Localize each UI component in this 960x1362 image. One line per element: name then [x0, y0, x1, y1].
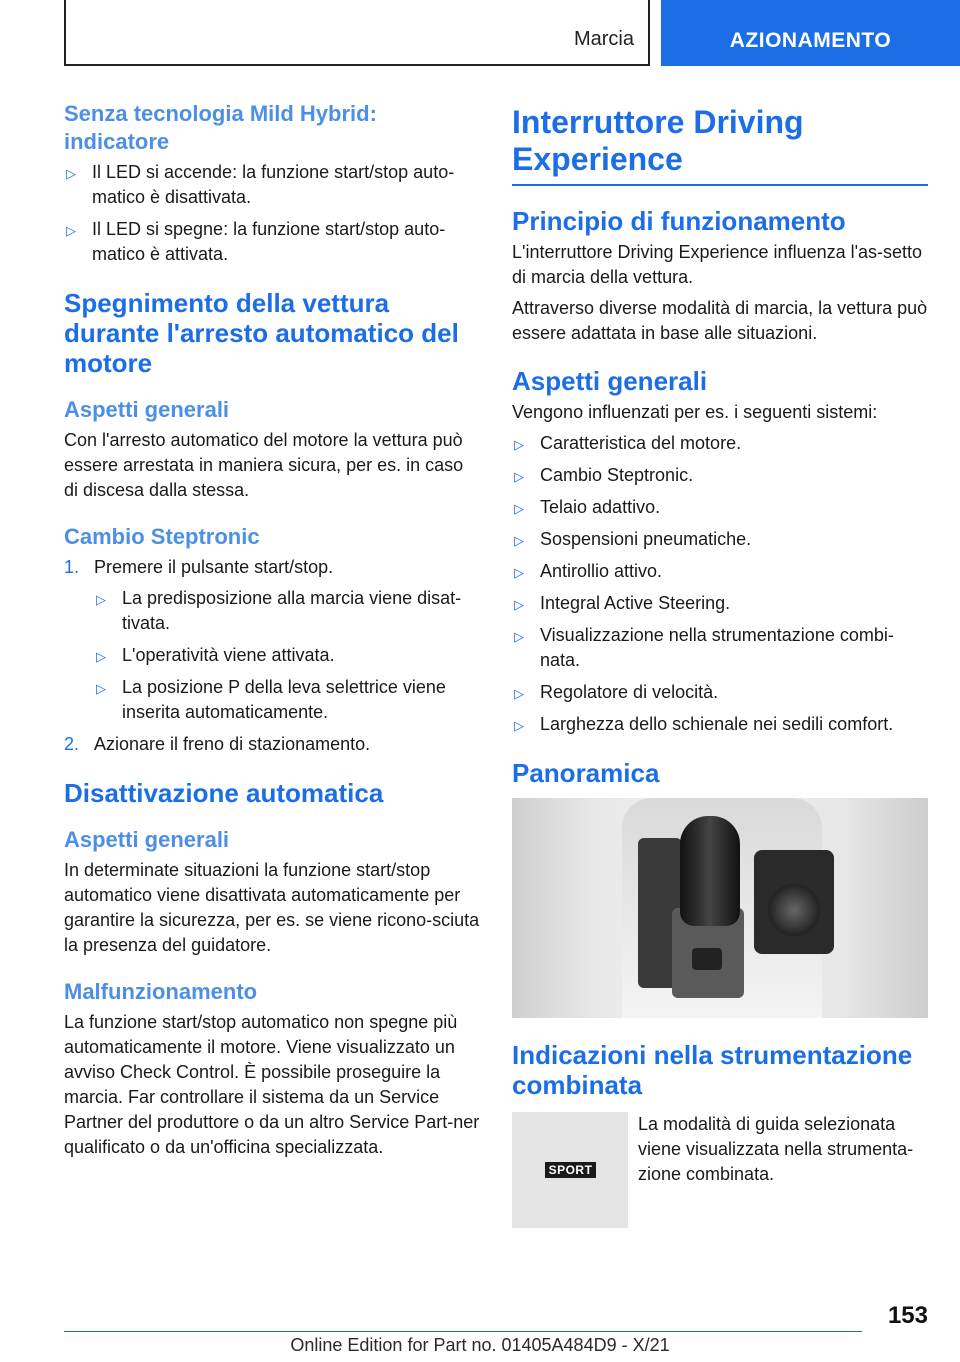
triangle-bullet-icon: ▷ [514, 501, 524, 516]
step-text: Premere il pulsante start/stop. [94, 557, 334, 577]
center-console-photo [512, 798, 928, 1018]
footer-divider [64, 1331, 862, 1332]
list-item: ▷ Il LED si accende: la funzione start/stop auto-matico è disattivata. [66, 162, 455, 207]
triangle-bullet-icon: ▷ [514, 686, 524, 701]
triangle-bullet-icon: ▷ [514, 533, 524, 548]
triangle-bullet-icon: ▷ [66, 166, 76, 181]
step-item [64, 555, 480, 725]
list-item: ▷ L'operatività viene attivata. [94, 643, 480, 668]
overview-heading: Panoramica [512, 758, 660, 788]
header-chapter-title: AZIONAMENTO [729, 29, 892, 52]
list-item: ▷ La predisposizione alla marcia viene disat-tivata. [96, 588, 462, 633]
list-item: ▷ Caratteristica del motore. [512, 431, 928, 456]
triangle-bullet-icon: ▷ [514, 437, 524, 452]
triangle-bullet-icon: ▷ [514, 718, 524, 733]
auto-off-general-heading: Aspetti generali [64, 827, 230, 852]
step-item [64, 732, 480, 757]
step1-sublist [94, 586, 480, 725]
shutdown-general-heading: Aspetti generali [64, 397, 230, 422]
step-number: 1. [64, 557, 80, 577]
systems-intro: Vengono influenzati per es. i seguenti sistemi: [512, 402, 878, 422]
display-text: La modalità di guida selezionata viene visualizzata nella strumenta-zione combinata. [638, 1114, 914, 1184]
step-number: 2. [64, 734, 80, 754]
triangle-bullet-icon: ▷ [514, 469, 524, 484]
list-item: ▷ Larghezza dello schienale nei sedili comfort. [512, 712, 928, 737]
systems-heading: Aspetti generali [512, 366, 708, 396]
step-text: Azionare il freno di stazionamento. [94, 734, 371, 754]
triangle-bullet-icon: ▷ [66, 223, 76, 238]
left-column [64, 100, 480, 1166]
header-section-title: Marcia [573, 28, 634, 50]
shutdown-general-text: Con l'arresto automatico del motore la vettura può essere arrestata in maniera sicura, per es. in caso di discesa dalla stessa. [64, 430, 464, 500]
list-item: ▷ Il LED si spegne: la funzione start/stop auto-matico è attivata. [66, 219, 446, 264]
triangle-bullet-icon: ▷ [96, 681, 106, 696]
principle-heading: Principio di funzionamento [512, 206, 846, 236]
triangle-bullet-icon: ▷ [96, 592, 106, 607]
shutdown-heading: Spegnimento della vettura durante l'arresto automatico del motore [64, 288, 459, 378]
header-chapter-tab [661, 0, 960, 66]
systems-list [512, 431, 928, 737]
mild-hybrid-heading: Senza tecnologia Mild Hybrid: indicatore [64, 101, 377, 154]
mild-hybrid-list [64, 160, 480, 267]
principle-text-1: L'interruttore Driving Experience influenza l'as-setto di marcia della vettura. [512, 242, 923, 287]
fault-text: La funzione start/stop automatico non spegne più automaticamente il motore. Viene visualizzato un avviso Check Control. È possibile proseguire la marcia. Far controllare il sistema da un Service Partner del produttore o da un altro Service Part-ner qualificato o da un'officina specializzata. [64, 1012, 480, 1157]
header-section-box [64, 0, 650, 66]
auto-off-general-text: In determinate situazioni la funzione start/stop automatico viene disattivata automaticamente per garantire la sicurezza, per es. se viene ricono-sciuta la presenza del guidatore. [64, 860, 480, 955]
list-item: ▷ La posizione P della leva selettrice viene inserita automaticamente. [96, 677, 446, 722]
triangle-bullet-icon: ▷ [514, 597, 524, 612]
display-illustration [512, 1112, 628, 1228]
idrive-knob [768, 884, 820, 936]
driving-experience-heading: Interruttore Driving Experience [512, 104, 928, 186]
sport-mode-badge: SPORT [545, 1162, 596, 1178]
triangle-bullet-icon: ▷ [514, 565, 524, 580]
principle-text-2: Attraverso diverse modalità di marcia, la vettura può essere adattata in base alle situazioni. [512, 298, 928, 343]
list-item: ▷ Telaio adattivo. [512, 495, 928, 520]
list-item: ▷ Regolatore di velocità. [512, 680, 928, 705]
list-item: ▷ Cambio Steptronic. [512, 463, 928, 488]
triangle-bullet-icon: ▷ [96, 649, 106, 664]
list-item: ▷ Sospensioni pneumatiche. [512, 527, 928, 552]
auto-off-heading: Disattivazione automatica [64, 778, 384, 808]
triangle-bullet-icon: ▷ [514, 629, 524, 644]
footer-edition: Online Edition for Part no. 01405A484D9 - X/21 [290, 1335, 670, 1355]
fault-heading: Malfunzionamento [64, 979, 258, 1004]
steptronic-steps [64, 555, 480, 757]
page-number: 153 [887, 1302, 928, 1329]
list-item: ▷ Visualizzazione nella strumentazione combi-nata. [514, 625, 894, 670]
display-heading: Indicazioni nella strumentazione combinata [512, 1040, 913, 1100]
steptronic-heading: Cambio Steptronic [64, 524, 260, 549]
parking-brake-switch [692, 948, 722, 970]
list-item: ▷ Antirollio attivo. [512, 559, 928, 584]
right-column [512, 100, 928, 1230]
list-item: ▷ Integral Active Steering. [512, 591, 928, 616]
display-row [512, 1112, 928, 1230]
gear-selector-lever [680, 816, 740, 926]
